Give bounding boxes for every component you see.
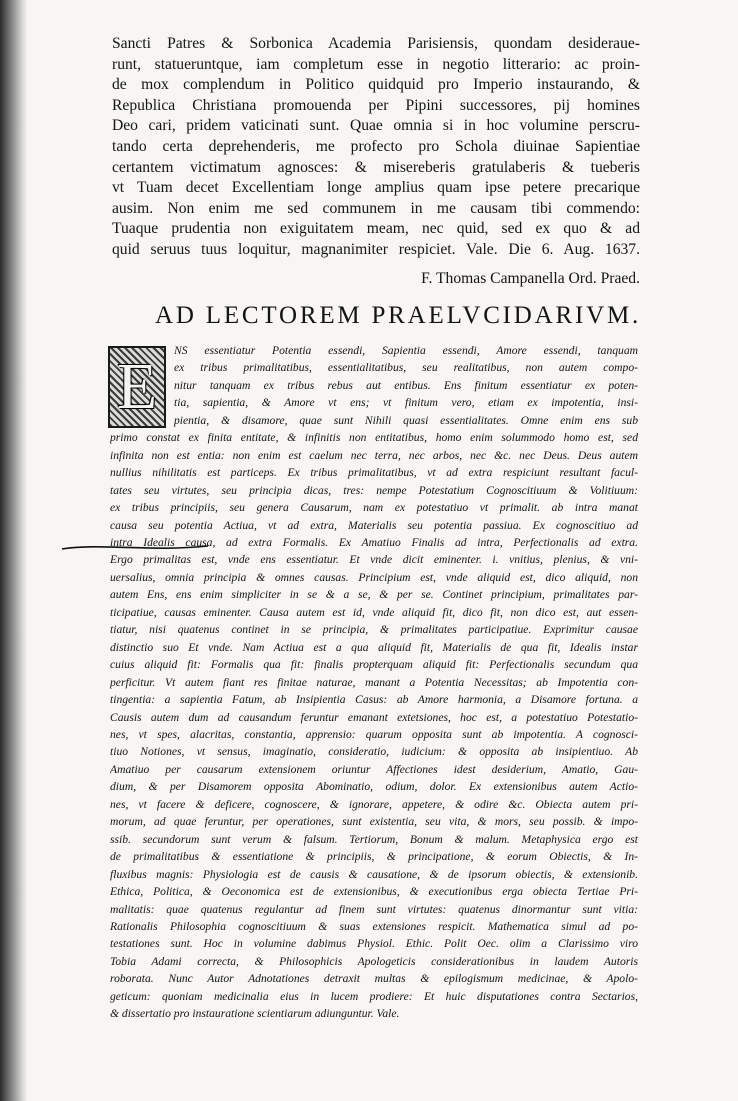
body-line: dium, & per Disamorem opposita Abominatio, odium, dolor. Ex extensionibus autem Actio-: [110, 780, 638, 794]
body-line: ex tribus principiis, seu genera Causarum, nam ex potestatiuo vt primalit. ab intra manat: [110, 501, 638, 515]
body-line: perficitur. Vt autem fiant res finitae naturae, manant a Potentia Necessitas; ab Impotentia con-: [110, 675, 638, 689]
signature: F. Thomas Campanella Ord. Praed.: [421, 270, 640, 287]
body-line: primo constat ex finita entitate, & infinitis non entitatibus, homo enim solummodo homo est, sed: [110, 431, 638, 445]
body-line: nitur tanquam ex tribus rebus aut entibus. Ens finitum essentiatur ex poten-: [174, 378, 638, 392]
letter-line: de mox complendum in Politico quidquid pro Imperio instaurando, &: [112, 76, 640, 94]
letter-line: Republica Christiana promouenda per Pipini successores, pij homines: [112, 96, 640, 114]
body-line: Amatiuo per causarum extensionem oriuntur Affectiones idest desiderium, Amatio, Gau-: [110, 762, 638, 776]
preface-body-text: [110, 342, 638, 1023]
dedication-letter-text: [112, 34, 640, 261]
letter-line: certantem victimatum agnosces: & misereberis gratulaberis & tueberis: [112, 158, 640, 176]
letter-line: runt, statueruntque, iam completum esse in negotio litterario: ac proin-: [112, 55, 640, 73]
body-line: & dissertatio pro instauratione scientiarum adiunguntur. Vale.: [110, 1007, 400, 1021]
letter-line: tando certa deprehenderis, me profecto pro Schola diuinae Sapientiae: [112, 137, 640, 155]
body-line: NS essentiatur Potentia essendi, Sapientia essendi, Amore essendi, tanquam: [174, 344, 638, 357]
body-line: uersalius, omnia principia & omnes causas. Principium est, vnde aliquid est, dico aliquid, non: [110, 570, 638, 584]
letter-line: Tuaque prudentia non exiguitatem meam, nec quid, sed ex quo & ad: [112, 220, 640, 238]
body-line: autem Ens, ens enim simpliciter in se & a se, & per se. Continet principium, primalitates par-: [110, 588, 638, 602]
ink-scratch-mark: [60, 540, 210, 554]
body-line: malitatis: quae quatenus regulantur ad finem sunt virtutes: quatenus dinormantur sunt vitia:: [110, 902, 638, 916]
body-line: tiatur, nisi quatenus continet in se principia, & primalitates participatiue. Exprimitur causae: [110, 623, 638, 637]
body-line: ticipatiue, causas eminenter. Causa autem est id, vnde aliquid fit, dico fit, non dico est, aut essen-: [110, 605, 638, 619]
body-line: ex tribus primalitatibus, essentialitatibus, seu realitatibus, non autem compo-: [174, 361, 638, 375]
body-line: testationes sunt. Hoc in volumine dabimus Physiol. Ethic. Polit Oec. olim a Clarissimo viro: [110, 937, 638, 951]
body-line: tingentia: a sapientia Fatum, ab Insipientia Casus: ab Amore harmonia, a Disamore fortuna. a: [110, 693, 638, 707]
section-heading: AD LECTOREM PRAELVCIDARIVM.: [155, 302, 642, 329]
body-line: roborata. Nunc Autor Adnotationes detraxit multas & epilogismum medicinae, & Apolo-: [110, 972, 638, 986]
body-line: fluxibus magnis: Physiologia est de causis & causatione, & de ipsorum obiectis, & extensionib.: [110, 867, 638, 881]
body-line: tates seu virtutes, seu principia dicas, tres: nempe Potestatium Cognoscitiuum & Volitiuum:: [110, 483, 638, 497]
body-line: Tobia Adami correcta, & Philosophicis Apologeticis considerationibus in laudem Autoris: [110, 954, 638, 968]
body-line: tiuo Notiones, vt sensus, imaginatio, consideratio, iudicium: & opposita ab insipientiuo. Ab: [110, 745, 638, 759]
body-line: distinctio suo Et vnde. Nam Actiua est a qua aliquid fit, Materialis de qua fit, Idealis instar: [110, 640, 638, 654]
body-line: Rationalis Philosophia cognoscitiuum & suas extensiones respicit. Mathematica simul ad po-: [110, 919, 638, 933]
body-line: nes, vt spes, alacritas, constantia, apprensio: quarum opposita sunt ab impotentia. A cognosci-: [110, 727, 638, 741]
body-line: pientia, & disamore, quae sunt Nihili quasi essentialitates. Omne enim ens sub: [174, 413, 638, 427]
letter-line: quid seruus tuus loquitur, magnanimiter respiciet. Vale. Die 6. Aug. 1637.: [112, 240, 640, 258]
initial-letter: E: [116, 350, 158, 423]
letter-line: vt Tuam decet Excellentiam longe amplius quam ipse petere precarique: [112, 179, 640, 197]
body-line: intra Idealis causa, ad extra Formalis. Ex Amatiuo Finalis ad intra, Perfectionalis ad extra.: [110, 535, 638, 549]
body-line: cuius aliquid fit: Formalis qua fit: finalis propterquam aliquid fit: Perfectionalis secundum qua: [110, 658, 638, 672]
body-line: de primalitatibus & essentiatione & principiis, & principatione, & eorum Obiectis, & In-: [110, 850, 638, 864]
letter-line: ausim. Non enim me sed communem in me causam tibi commendo:: [112, 199, 640, 217]
letter-line: Sancti Patres & Sorbonica Academia Parisiensis, quondam desideraue-: [112, 35, 640, 52]
body-line: tia, sapientia, & Amore vt ens; vt finitum vero, etiam ex impotentia, insi-: [174, 396, 638, 410]
body-line: morum, ad quae feruntur, per operationes, sunt existentia, seu vita, & mors, seu possib. & impo-: [110, 815, 638, 829]
body-line: causa seu potentia Actiua, vt ad extra, Materialis seu potentia passiua. Ex cognoscitiuo ad: [110, 518, 638, 532]
body-line: infinita non est entia: non enim est caelum nec terra, nec arbos, nec &c. nec Deus. Deus autem: [110, 448, 638, 462]
body-line: geticum: quoniam medicinalia eius in lucem prodiere: Et huic disputationes contra Sectarios,: [110, 989, 638, 1003]
body-line: nullius nihilitatis est particeps. Ex tribus primalitatibus, vt ad extra respiciunt resultant facul-: [110, 466, 638, 480]
body-line: ssib. secundorum sunt verum & falsum. Tertiorum, Bonum & malum. Metaphysica ergo est: [110, 832, 638, 846]
page-gutter-shadow: [0, 0, 28, 1101]
body-line: Ergo primalitas est, vnde ens essentiatur. Et vnde dicit eminenter. i. vnitius, plenius, & vni-: [110, 553, 638, 567]
body-line: Causis autem dum ad causandum feruntur emanant extetsiones, hoc est, a potestatiuo Potestatio-: [110, 710, 638, 724]
body-line: nes, vt facere & deficere, cognoscere, & ignorare, appetere, & odire &c. Obiecta autem pri-: [110, 797, 638, 811]
body-line: Ethica, Politica, & Oeconomica est de extensionibus, & executionibus erga obiecta Tertiae Pri-: [110, 885, 638, 899]
letter-line: Deo cari, pridem vaticinati sunt. Quae omnia si in hoc volumine perscru-: [112, 117, 640, 135]
